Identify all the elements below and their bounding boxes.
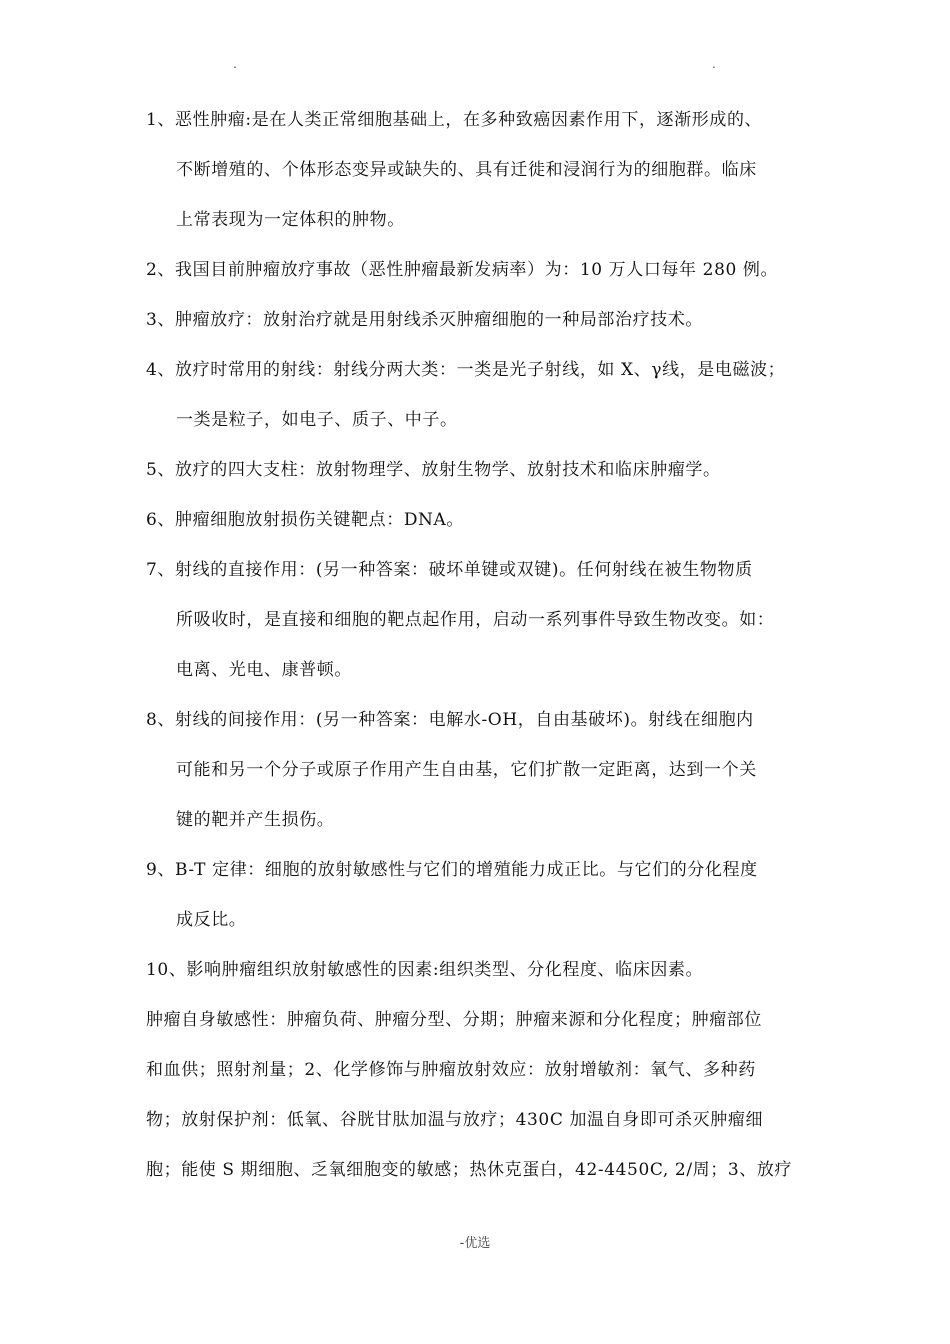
text-line: 和血供；照射剂量；2、化学修饰与肿瘤放射效应：放射增敏剂：氧气、多种药 <box>146 1060 756 1080</box>
text-line: 成反比。 <box>176 910 247 930</box>
header-dot-left: . <box>233 57 237 71</box>
text-line: 5、放疗的四大支柱：放射物理学、放射生物学、放射技术和临床肿瘤学。 <box>146 460 721 480</box>
text-line: 9、B-T 定律：细胞的放射敏感性与它们的增殖能力成正比。与它们的分化程度 <box>146 860 758 880</box>
text-line: 1、恶性肿瘤:是在人类正常细胞基础上，在多种致癌因素作用下，逐渐形成的、 <box>146 110 763 130</box>
text-line: 肿瘤自身敏感性：肿瘤负荷、肿瘤分型、分期；肿瘤来源和分化程度；肿瘤部位 <box>146 1010 762 1030</box>
text-line: 3、肿瘤放疗：放射治疗就是用射线杀灭肿瘤细胞的一种局部治疗技术。 <box>146 310 704 330</box>
text-line: 8、射线的间接作用：(另一种答案：电解水-OH，自由基破坏)。射线在细胞内 <box>146 710 754 730</box>
text-line: 键的靶并产生损伤。 <box>176 810 335 830</box>
text-line: 胞；能使 S 期细胞、乏氧细胞变的敏感；热休克蛋白，42-4450C, 2/周；3、放疗 <box>146 1160 793 1180</box>
header-dot-right: . <box>712 57 716 71</box>
text-line: 上常表现为一定体积的肿物。 <box>176 210 405 230</box>
text-line: 不断增殖的、个体形态变异或缺失的、具有迁徙和浸润行为的细胞群。临床 <box>176 160 757 180</box>
text-line: 2、我国目前肿瘤放疗事故（恶性肿瘤最新发病率）为：10 万人口每年 280 例。 <box>146 260 779 280</box>
text-line: 6、肿瘤细胞放射损伤关键靶点：DNA。 <box>146 510 464 530</box>
text-line: 电离、光电、康普顿。 <box>176 660 352 680</box>
text-line: 可能和另一个分子或原子作用产生自由基，它们扩散一定距离，达到一个关 <box>176 760 757 780</box>
page-footer: -优选 <box>459 1236 491 1251</box>
text-line: 7、射线的直接作用：(另一种答案：破坏单键或双键)。任何射线在被生物物质 <box>146 560 753 580</box>
text-line: 10、影响肿瘤组织放射敏感性的因素:组织类型、分化程度、临床因素。 <box>146 960 704 980</box>
text-line: 物；放射保护剂：低氧、谷胱甘肽加温与放疗；430C 加温自身即可杀灭肿瘤细 <box>146 1110 764 1130</box>
text-line: 4、放疗时常用的射线：射线分两大类：一类是光子射线，如 X、γ线，是电磁波； <box>146 360 786 380</box>
text-line: 所吸收时，是直接和细胞的靶点起作用，启动一系列事件导致生物改变。如： <box>176 610 775 630</box>
text-line: 一类是粒子，如电子、质子、中子。 <box>176 410 458 430</box>
